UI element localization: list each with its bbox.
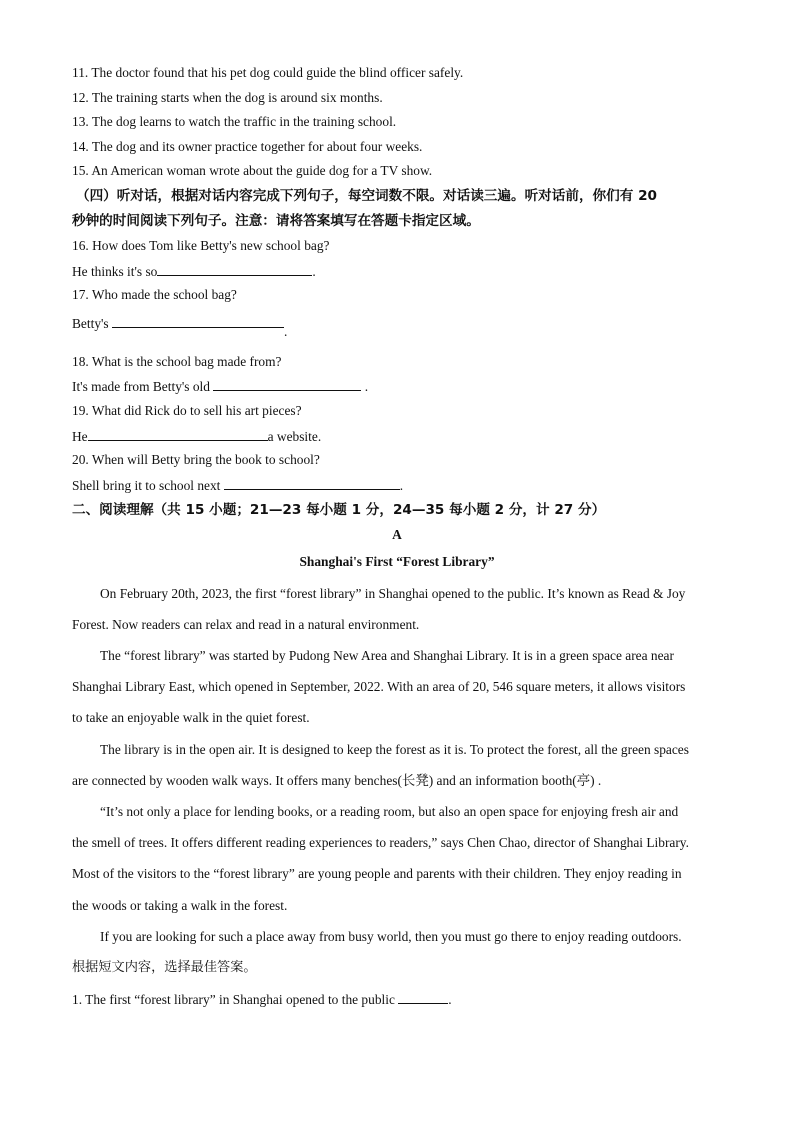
answer-19-blank[interactable] [88, 427, 268, 441]
answer-19-suffix: a website. [267, 429, 322, 444]
statement-11: 11. The doctor found that his pet dog could guide the blind officer safely. [72, 65, 464, 80]
question-20: 20. When will Betty bring the book to school? [72, 452, 320, 467]
answer-line-19 [72, 427, 321, 446]
passage-line: Most of the visitors to the “forest library” are young people and parents with their children. They enjoy reading in [72, 866, 682, 881]
question-16: 16. How does Tom like Betty's new school bag? [72, 238, 330, 253]
passage-line: If you are looking for such a place away from busy world, then you must go there to enjoy reading outdoors. [100, 929, 682, 944]
question-1-text: 1. The first “forest library” in Shanghai opened to the public [72, 992, 395, 1007]
passage-line: The “forest library” was started by Pudong New Area and Shanghai Library. It is in a green space area near [100, 648, 674, 663]
passage-line: On February 20th, 2023, the first “forest library” in Shanghai opened to the public. It’s known as Read & Joy [100, 586, 686, 601]
passage-line: Forest. Now readers can relax and read in a natural environment. [72, 617, 420, 632]
answer-16-suffix: . [312, 264, 316, 279]
section4-instruction-line1: （四）听对话，根据对话内容完成下列句子，每空词数不限。对话读三遍。听对话前，你们有 20 [76, 188, 657, 204]
answer-18-suffix: . [364, 379, 369, 394]
answer-17-prefix: Betty's [72, 316, 109, 331]
question-18: 18. What is the school bag made from? [72, 354, 282, 369]
statement-14: 14. The dog and its owner practice together for about four weeks. [72, 139, 423, 154]
answer-line-20 [72, 476, 403, 495]
question-1-blank[interactable] [398, 990, 448, 1004]
question-1 [72, 990, 452, 1009]
answer-16-blank[interactable] [157, 262, 312, 276]
passage-title: Shanghai's First “Forest Library” [299, 554, 495, 569]
answer-20-prefix: Shell bring it to school next [72, 478, 221, 493]
section4-instruction-line2: 秒钟的时间阅读下列句子。注意：请将答案填写在答题卡指定区域。 [72, 213, 480, 229]
statement-15: 15. An American woman wrote about the guide dog for a TV show. [72, 163, 433, 178]
answer-19-prefix: He [72, 429, 88, 444]
answer-line-18 [72, 377, 368, 396]
statement-13: 13. The dog learns to watch the traffic in the training school. [72, 114, 397, 129]
task-instruction: 根据短文内容，选择最佳答案。 [72, 960, 257, 975]
answer-17-blank[interactable] [112, 314, 284, 328]
answer-18-blank[interactable] [213, 377, 361, 391]
passage-line: the woods or taking a walk in the forest. [72, 898, 288, 913]
question-1-suffix: . [448, 992, 452, 1007]
answer-16-prefix: He thinks it's so [72, 264, 158, 279]
reading-section-header: 二、阅读理解（共 15 小题；21—23 每小题 1 分，24—35 每小题 2 分，计 27 分） [72, 502, 606, 518]
passage-line: to take an enjoyable walk in the quiet forest. [72, 710, 310, 725]
passage-line: “It’s not only a place for lending books, or a reading room, but also an open space for enjoying fresh air and [100, 804, 679, 819]
answer-line-16 [72, 262, 316, 281]
passage-line: are connected by wooden walk ways. It offers many benches(长凳) and an information booth(亭) . [72, 773, 602, 788]
answer-17-suffix: . [284, 324, 288, 339]
passage-line: the smell of trees. It offers different reading experiences to readers,” says Chen Chao, director of Shanghai Library. [72, 835, 689, 850]
statement-12: 12. The training starts when the dog is around six months. [72, 90, 383, 105]
question-17: 17. Who made the school bag? [72, 287, 237, 302]
answer-18-prefix: It's made from Betty's old [72, 379, 210, 394]
question-19: 19. What did Rick do to sell his art pieces? [72, 403, 302, 418]
passage-line: The library is in the open air. It is designed to keep the forest as it is. To protect the forest, all the green spaces [100, 742, 689, 757]
answer-20-suffix: . [399, 478, 404, 493]
passage-letter: A [392, 527, 402, 542]
answer-20-blank[interactable] [224, 476, 400, 490]
passage-line: Shanghai Library East, which opened in September, 2022. With an area of 20, 546 square meters, it allows visitors [72, 679, 686, 694]
answer-line-17 [72, 314, 288, 339]
